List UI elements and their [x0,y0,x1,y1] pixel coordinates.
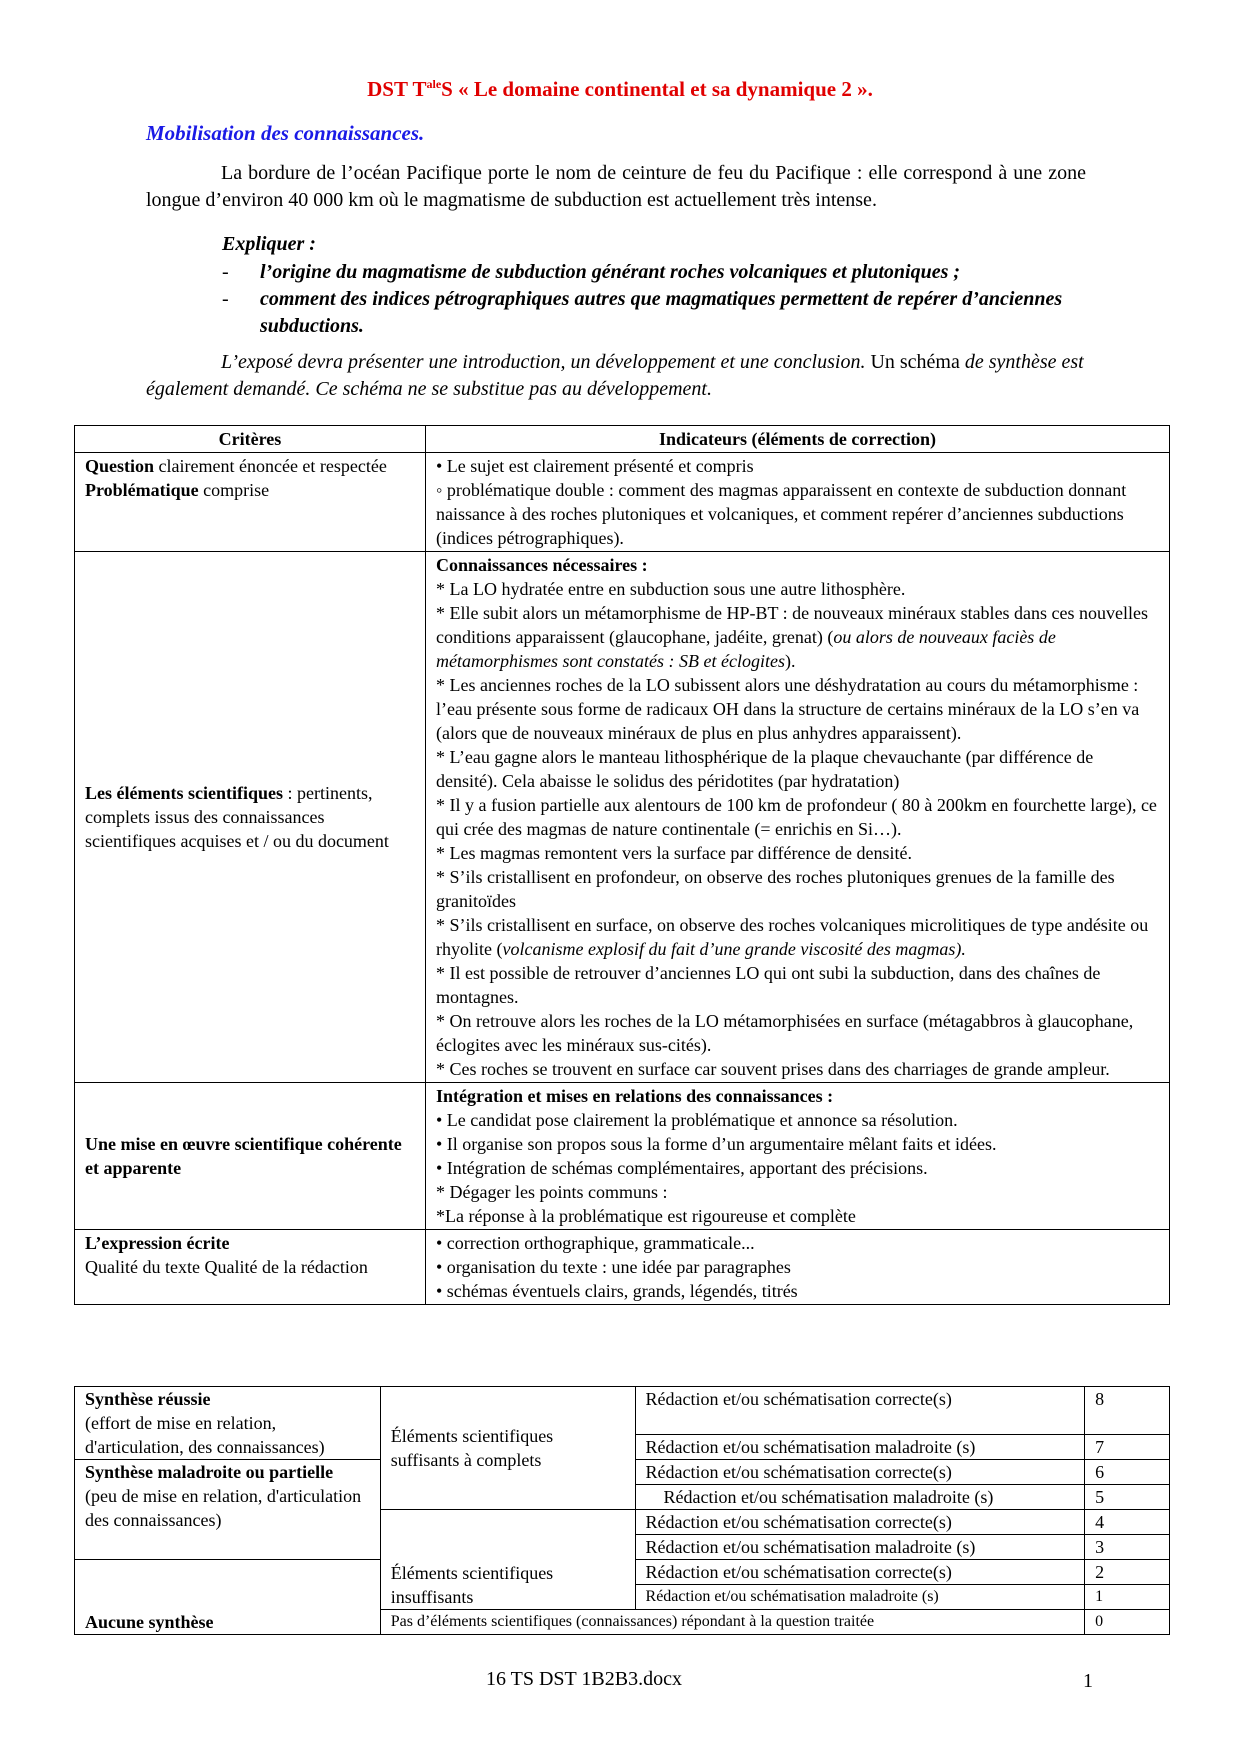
table-row [75,1230,1170,1305]
grade-label: Rédaction et/ou schématisation maladroite (s) [635,1485,1085,1510]
grade-score: 4 [1085,1510,1170,1535]
intro-paragraph: La bordure de l’océan Pacifique porte le nom de ceinture de feu du Pacifique : elle correspond à une zone longue d’environ 40 000 km où le magmatisme de subduction est actuellement très intense. [146,162,1086,211]
grade-label-none: Pas d’éléments scientifiques (connaissances) répondant à la question traitée [380,1610,1084,1635]
section-subtitle: Mobilisation des connaissances. [146,121,425,145]
table-header-row [75,426,1170,453]
table-row [75,1083,1170,1230]
criteria-cell: Une mise en œuvre scientifique cohérente et apparente [75,1083,426,1230]
indicator-cell: Connaissances nécessaires : * La LO hydratée entre en subduction sous une autre lithosphère. * Elle subit alors un métamorphisme de HP-BT : de nouveaux minéraux stables dans ces nouvelles conditions apparaissent (glaucophane, jadéite, grenat) (ou alors de nouveaux faciès de métamorphismes sont constatés : SB et éclogites). * Les anciennes roches de la LO subissent alors une déshydratation au cours du métamorphisme : l’eau présente sous forme de radicaux OH dans la structure de certains minéraux de la LO s’en va (alors que de nouveaux minéraux de plus en plus anhydres apparaissent). * L’eau gagne alors le manteau lithosphérique de la plaque chevauchante (par différence de densité). Cela abaisse le solidus des péridotites (par hydratation) * Il y a fusion partielle aux alentours de 100 km de profondeur ( 80 à 200km en fourchette large), ce qui crée des magmas de nature continentale (= enrichis en Si…). * Les magmas remontent vers la surface par différence de densité. * S’ils cristallisent en profondeur, on observe des roches plutoniques grenues de la famille des granitoïdes * S’ils cristallisent en surface, on observe des roches volcaniques microlitiques de type andésite ou rhyolite (volcanisme explosif du fait d’une grande viscosité des magmas). * Il est possible de retrouver d’anciennes LO qui ont subi la subduction, dans des chaînes de montagnes. * On retrouve alors les roches de la LO métamorphisées en surface (métagabbros à glaucophane, éclogites avec les minéraux sus-cités). * Ces roches se trouvent en surface car souvent prises dans des charriages de grande ampleur. [426,552,1170,1083]
indicator-cell: Intégration et mises en relations des connaissances : • Le candidat pose clairement la problématique et annonce sa résolution. • Il organise son propos sous la forme d’un argumentaire mêlant faits et idées. • Intégration de schémas complémentaires, apportant des précisions. * Dégager les points communs : *La réponse à la problématique est rigoureuse et complète [426,1083,1170,1230]
grade-label: Rédaction et/ou schématisation correcte(s) [635,1510,1085,1535]
elements-sufficient-cell: Éléments scientifiques suffisants à complets [380,1387,635,1510]
criteria-table [74,425,1170,1305]
grade-label: Rédaction et/ou schématisation maladroite (s) [635,1435,1085,1460]
synthesis-partial-cell: Synthèse maladroite ou partielle (peu de mise en relation, d'articulation des connaissances) [75,1460,381,1560]
synthesis-success-cell: Synthèse réussie (effort de mise en relation, d'articulation, des connaissances) [75,1387,381,1460]
criteria-cell: L’expression écrite Qualité du texte Qualité de la rédaction [75,1230,426,1305]
bullet-item: - comment des indices pétrographiques autres que magmatiques permettent de repérer d’anciennes subductions. [222,288,1063,337]
grade-label: Rédaction et/ou schématisation correcte(s) [635,1460,1085,1485]
grade-label: Rédaction et/ou schématisation correcte(s) [635,1560,1085,1585]
elements-insufficient-cell: Éléments scientifiques insuffisants [380,1510,635,1610]
column-header: Critères [75,426,426,453]
expose-instructions: L’exposé devra présenter une introduction, un développement et une conclusion. Un schéma de synthèse est également demandé. Ce schéma ne se substitue pas au développement. [146,351,1084,400]
indicator-cell: • correction orthographique, grammaticale... • organisation du texte : une idée par paragraphes • schémas éventuels clairs, grands, légendés, titrés [426,1230,1170,1305]
grade-score: 0 [1085,1610,1170,1635]
no-synthesis-cell: Aucune synthèse [75,1560,381,1635]
grade-label: Rédaction et/ou schématisation maladroite (s) [635,1535,1085,1560]
criteria-cell: Question clairement énoncée et respectée Problématique comprise [75,453,426,552]
footer-page-number: 1 [1083,1670,1093,1692]
bullet-item: - l’origine du magmatisme de subduction générant roches volcaniques et plutoniques ; [222,261,961,283]
column-header: Indicateurs (éléments de correction) [426,426,1170,453]
criteria-cell: Les éléments scientifiques : pertinents, complets issus des connaissances scientifiques acquises et / ou du document [75,552,426,1083]
grade-score: 5 [1085,1485,1170,1510]
grade-score: 2 [1085,1560,1170,1585]
title-superscript: ale [426,77,442,91]
table-row [75,552,1170,1083]
footer-filename: 16 TS DST 1B2B3.docx [486,1668,682,1690]
grade-score: 3 [1085,1535,1170,1560]
grade-label: Rédaction et/ou schématisation correcte(s) [635,1387,1085,1435]
grade-label: Rédaction et/ou schématisation maladroite (s) [635,1585,1085,1610]
grading-table [74,1386,1170,1635]
explain-heading: Expliquer : [222,233,316,255]
grade-score: 1 [1085,1585,1170,1610]
explain-bullets [222,259,1092,340]
indicator-cell: • Le sujet est clairement présenté et compris ◦ problématique double : comment des magmas apparaissent en contexte de subduction donnant naissance à des roches plutoniques et volcaniques, et comment repérer d’anciennes subductions (indices pétrographiques). [426,453,1170,552]
document-title: DST $T^{ale}S$ « Le domaine continental et sa dynamique 2 ». [367,77,873,101]
grade-score: 8 [1085,1387,1170,1435]
table-row [75,453,1170,552]
grade-score: 7 [1085,1435,1170,1460]
grade-score: 6 [1085,1460,1170,1485]
